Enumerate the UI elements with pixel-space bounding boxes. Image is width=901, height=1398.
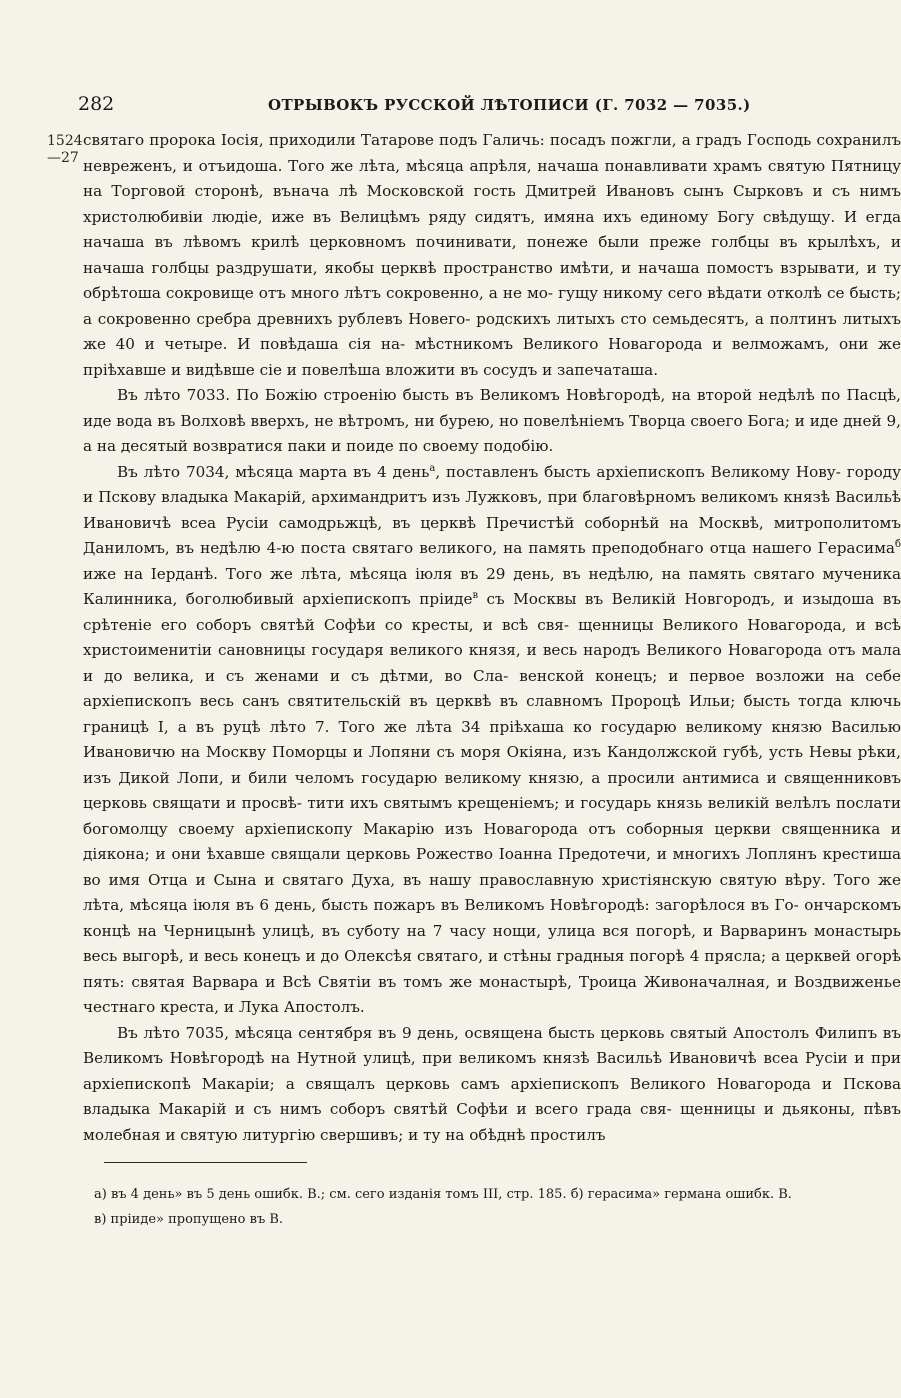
footnote: а) въ 4 день» въ 5 день ошибк. В.; см. сего изданія томъ III, стр. 185. б) герасима» германа ошибк. В. — [94, 1187, 792, 1202]
margin-years — [47, 133, 81, 167]
footnotes — [94, 1182, 900, 1232]
text-line: въ славномъ Пророцѣ Ильи; бысть тогда ключь границѣ І, а въ руцѣ лѣто 7. Того же лѣта 34 — [83, 692, 901, 736]
text-line: отца нашего Герасима$^б$ иже на Іерданѣ. Того же лѣта, мѣсяца іюля въ 29 день, въ недѣлю, — [83, 538, 901, 583]
text-line: щенницы Великого Новагорода, и всѣ христоименитіи сановницы государя великого князя, и — [83, 615, 901, 659]
text-line: князѣ Васильѣ Ивановичѣ всеа Русіи самодрьжцѣ, въ церквѣ Пречистѣй соборнѣй на Москвѣ, — [83, 488, 901, 532]
page-header — [78, 93, 816, 121]
paragraph — [83, 128, 901, 383]
text-line: Въ лѣто 7034, мѣсяца марта въ 4 день$^а$, поставленъ бысть архіепископъ Великому Нову- — [117, 462, 841, 481]
margin-year-bottom: —27 — [47, 150, 79, 166]
text-line: начаша помостъ взрывати, и ту обрѣтоша сокровище отъ много лѣтъ сокровенно, а не мо- — [83, 258, 901, 302]
text-line: пріѣхаша ко государю великому князю Василью Ивановичю на Москву Поморцы и Лопяни — [83, 717, 901, 761]
text-line: тити ихъ святымъ крещеніемъ; и государь князь великій велѣлъ послати богомолцу своему — [83, 794, 901, 838]
text-line: Богу свѣдущу. И егда начаша въ лѣвомъ крилѣ церковномъ починивати, понеже были преже — [83, 207, 901, 251]
footnote: в) пріиде» пропущено въ В. — [94, 1212, 284, 1227]
text-line: съ моря Окіяна, изъ Кандолжской губѣ, усть Невы рѣки, изъ Дикой Лопи, и били челомъ — [83, 743, 901, 787]
text-line: архіепископу Макарію изъ Новагорода отъ соборныя церкви священника и діякона; и они — [83, 819, 901, 863]
paragraph — [83, 1021, 901, 1149]
text-line: Троица Живоначалная, и Воздвиженье честнаго креста, и Лука Апостолъ. — [83, 972, 901, 1016]
margin-year-top: 1524 — [47, 133, 83, 149]
chronicle-text — [83, 128, 901, 1148]
text-line: лѣта, мѣсяца іюля въ 6 день, бысть пожаръ въ Великомъ Новѣгородѣ: загорѣлося въ Го- — [83, 896, 799, 914]
text-line: Великій Новгородъ, и изыдоша въ срѣтеніе его соборъ святѣй Софѣи со кресты, и всѣ свя- — [83, 590, 901, 634]
running-title: ОТРЫВОКЪ РУССКОЙ ЛѢТОПИСИ (Г. 7032 — 7035.) — [268, 96, 751, 114]
paragraph — [83, 383, 901, 460]
text-line: Въ лѣто 7033. По Божію строенію бысть въ Великомъ Новѣгородѣ, на второй недѣлѣ — [117, 386, 815, 404]
text-line: сохранилъ невреженъ, и отъидоша. Того же лѣта, мѣсяца апрѣля, начаша понавливати храмъ — [83, 131, 901, 175]
text-line: ончарскомъ концѣ на Черницынѣ улицѣ, въ суботу на 7 часу нощи, улица вся погорѣ, и — [83, 896, 901, 940]
text-line: митрополитомъ Даниломъ, въ недѣлю 4-ю поста святаго великого, на память преподобнаго — [83, 513, 901, 557]
text-line: родскихъ литыхъ сто семьдесятъ, а полтинъ литыхъ же 40 и четыре. И повѣдаша сія на- — [83, 309, 901, 353]
text-line: погорѣ 4 прясла; а церквей огорѣ пять: святая Варвара и Всѣ Святіи въ томъ же монастырѣ, — [83, 947, 901, 991]
footnote-marker: а — [429, 462, 436, 474]
text-line: гущу никому сего вѣдати отколѣ се бысть; а сокровенно сребра древнихъ рублевъ Новего- — [83, 284, 901, 328]
text-line: городу и Пскову владыка Макарій, архимандритъ изъ Лужковъ, при благовѣрномъ великомъ — [83, 462, 901, 506]
text-line: весь народъ Великого Новагорода отъ мала и до велика, и съ женами и съ дѣтми, во Сла- — [83, 641, 901, 685]
text-line: голбцы въ крылѣхъ, и начаша голбцы раздрушати, якобы церквѣ пространство имѣти, и — [83, 233, 901, 277]
text-line: Сырковъ и съ нимъ христолюбивіи людіе, иже въ Велицѣмъ ряду сидятъ, имяна ихъ единому — [83, 182, 901, 226]
paragraph — [83, 460, 901, 1021]
text-line: ѣхавше свящали церковь Рожество Іоанна Предотечи, и многихъ Лоплянъ крестиша во имя — [83, 845, 901, 889]
text-line: вложити въ сосудъ и запечаташа. — [385, 360, 659, 379]
text-line: Варваринъ монастырь весь выгорѣ, и весь конецъ и до Олексѣя святаго, и стѣны градныя — [83, 921, 901, 965]
text-line: по Пасцѣ, иде вода въ Волховѣ вверхъ, не вѣтромъ, ни бурею, но повелѣніемъ Творца своего — [83, 386, 901, 430]
page-number: 282 — [78, 93, 115, 115]
footnote-marker: б — [894, 538, 901, 550]
text-line: Филипъ въ Великомъ Новѣгородѣ на Нутной улицѣ, при великомъ князѣ Васильѣ Ивановичѣ — [83, 1023, 901, 1067]
text-line: святую Пятницу на Торговой сторонѣ, вънача лѣ Московской гость Дмитрей Ивановъ сынъ — [83, 156, 901, 200]
text-line: государю великому князю, а просили антимиса и священниковъ церковь свящати и просвѣ- — [83, 768, 901, 812]
text-line: на память святаго мученика Калинника, боголюбивый архіепископъ пріиде$^в$ съ Москвы въ — [83, 564, 901, 608]
text-line: всеа Русіи и при архіепископѣ Макаріи; а свящалъ церковь самъ архіепископъ Великого — [83, 1049, 901, 1093]
text-line: Бога; и иде дней 9, а на десятый возвратися паки и поиде по своему подобію. — [83, 411, 901, 455]
footnote-divider — [104, 1162, 307, 1163]
text-line: Новагорода и Пскова владыка Макарій и съ нимъ соборъ святѣй Софѣи и всего града свя- — [83, 1074, 901, 1118]
text-line: Отца и Сына и святаго Духа, въ нашу православную христіянскую святую вѣру. Того же — [147, 870, 901, 889]
footnote-marker: в — [472, 589, 479, 601]
text-line: мѣстникомъ Великого Новагорода и велможамъ, они же пріѣхавше и видѣвше сіе и повелѣша — [83, 335, 901, 379]
text-line: Въ лѣто 7035, мѣсяца сентября въ 9 день, освящена бысть церковь святый Апостолъ — [117, 1023, 810, 1042]
text-line: венской конецъ; и первое возложи на себе архіепископъ весь санъ святительскій въ церквѣ — [83, 666, 901, 710]
text-line: щенницы и дьяконы, пѣвъ молебная и святую литургію свершивъ; и ту на обѣднѣ простилъ — [83, 1100, 901, 1144]
text-line: святаго пророка Іосія, приходили Татарове подъ Галичь: посадъ пожгли, а градъ Господь — [83, 131, 812, 149]
